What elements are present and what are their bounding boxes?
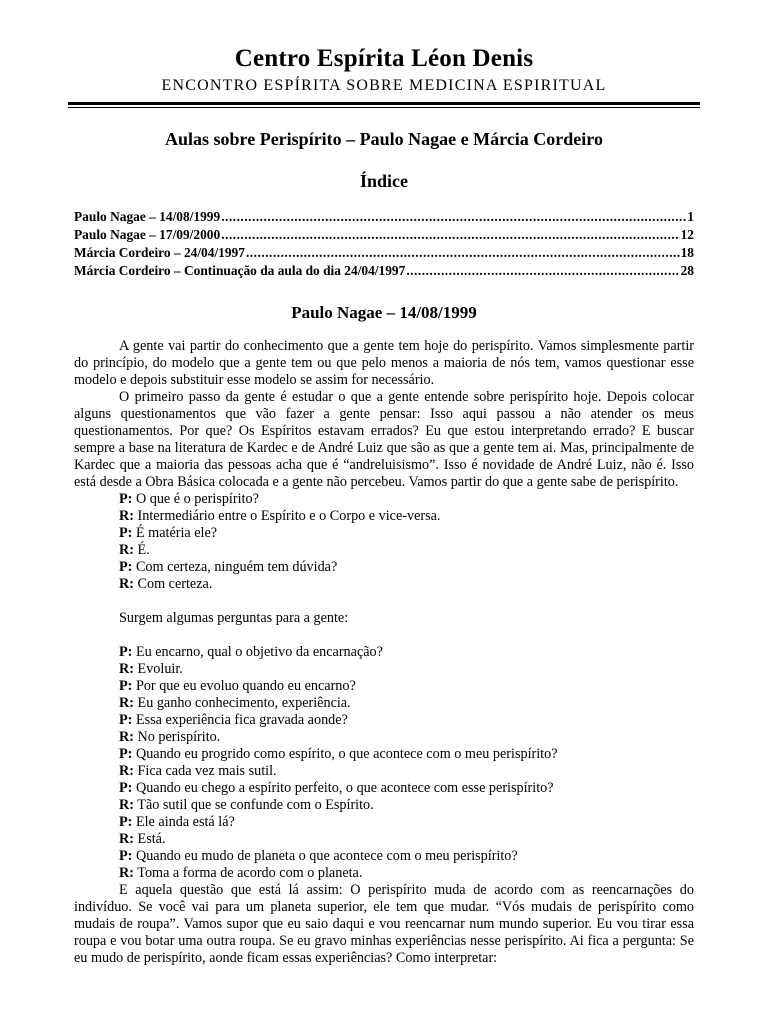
toc-entry-label: Paulo Nagae – 17/09/2000 bbox=[74, 227, 221, 242]
section-body bbox=[74, 338, 694, 967]
qa-line bbox=[74, 508, 694, 525]
toc-leader-dots bbox=[406, 262, 679, 280]
qa-tag: R: bbox=[119, 576, 134, 592]
qa-text: Quando eu progrido como espírito, o que acontece com o meu perispírito? bbox=[135, 746, 558, 762]
toc-entry[interactable] bbox=[74, 262, 694, 280]
toc-entry-page: 28 bbox=[680, 263, 694, 278]
qa-tag: P: bbox=[119, 746, 133, 762]
qa-line bbox=[74, 542, 694, 559]
toc-entry[interactable] bbox=[74, 226, 694, 244]
qa-tag: R: bbox=[119, 865, 134, 881]
qa-text: Por que eu evoluo quando eu encarno? bbox=[135, 678, 356, 694]
qa-text: Quando eu mudo de planeta o que acontece com o meu perispírito? bbox=[135, 848, 518, 864]
qa-tag: R: bbox=[119, 831, 134, 847]
paragraph: E aquela questão que está lá assim: O perispírito muda de acordo com as reencarnações do indivíduo. Se você vai para um planeta superior, ele tem que mudar. “Vós mudais de perispírito como mudais de roupa”. Vamos supor que eu saio daqui e vou reencarnar num mundo superior. Eu vou tirar essa roupa e vou botar uma outra roupa. Se eu gravo minhas experiências nesse perispírito. Ai fica a pergunta: Se eu mudo de perispírito, aonde ficam essas experiências? Como interpretar: bbox=[74, 882, 694, 966]
qa-text: Com certeza, ninguém tem dúvida? bbox=[135, 559, 338, 575]
qa-line bbox=[74, 559, 694, 576]
qa-tag: R: bbox=[119, 729, 134, 745]
qa-tag: P: bbox=[119, 848, 133, 864]
qa-line bbox=[74, 525, 694, 542]
qa-tag: R: bbox=[119, 542, 134, 558]
organization-subtitle: ENCONTRO ESPÍRITA SOBRE MEDICINA ESPIRITUAL bbox=[161, 77, 607, 94]
blank-line bbox=[74, 593, 694, 610]
intro-questions: Surgem algumas perguntas para a gente: bbox=[119, 610, 349, 626]
qa-text: Evoluir. bbox=[137, 661, 183, 677]
qa-line bbox=[74, 814, 694, 831]
qa-tag: P: bbox=[119, 491, 133, 507]
toc-entry-page: 1 bbox=[687, 209, 694, 224]
qa-line bbox=[74, 763, 694, 780]
qa-line bbox=[74, 661, 694, 678]
toc-leader-dots bbox=[246, 244, 680, 262]
header-rule-thin bbox=[68, 107, 700, 108]
qa-line bbox=[74, 576, 694, 593]
toc-entry-page: 12 bbox=[680, 227, 694, 242]
qa-tag: P: bbox=[119, 678, 133, 694]
qa-tag: R: bbox=[119, 695, 134, 711]
toc-entry-page: 18 bbox=[680, 245, 694, 260]
section-title: Paulo Nagae – 14/08/1999 bbox=[291, 303, 477, 322]
qa-line bbox=[74, 712, 694, 729]
qa-text: Essa experiência fica gravada aonde? bbox=[135, 712, 348, 728]
qa-text: Intermediário entre o Espírito e o Corpo e vice-versa. bbox=[137, 508, 441, 524]
qa-text: No perispírito. bbox=[137, 729, 221, 745]
toc-entry-label: Paulo Nagae – 14/08/1999 bbox=[74, 209, 221, 224]
qa-line bbox=[74, 746, 694, 763]
qa-tag: R: bbox=[119, 508, 134, 524]
toc-entry-label: Márcia Cordeiro – Continuação da aula do dia 24/04/1997 bbox=[74, 263, 406, 278]
qa-line bbox=[74, 780, 694, 797]
qa-line bbox=[74, 848, 694, 865]
qa-tag: R: bbox=[119, 797, 134, 813]
qa-line bbox=[74, 729, 694, 746]
index-title: Índice bbox=[359, 171, 408, 191]
qa-text: Quando eu chego a espírito perfeito, o que acontece com esse perispírito? bbox=[135, 780, 554, 796]
organization-title: Centro Espírita Léon Denis bbox=[234, 45, 534, 72]
document-title: Aulas sobre Perispírito – Paulo Nagae e Márcia Cordeiro bbox=[165, 129, 603, 149]
table-of-contents bbox=[74, 208, 694, 280]
qa-tag: P: bbox=[119, 644, 133, 660]
qa-text: É. bbox=[137, 542, 150, 558]
qa-tag: P: bbox=[119, 712, 133, 728]
header-rule-thick bbox=[68, 102, 700, 105]
qa-text: O que é o perispírito? bbox=[135, 491, 259, 507]
qa-text: Com certeza. bbox=[137, 576, 213, 592]
toc-entry-label: Márcia Cordeiro – 24/04/1997 bbox=[74, 245, 245, 260]
qa-text: Toma a forma de acordo com o planeta. bbox=[137, 865, 363, 881]
toc-leader-dots bbox=[221, 208, 686, 226]
qa-line bbox=[74, 678, 694, 695]
paragraph: A gente vai partir do conhecimento que a gente tem hoje do perispírito. Vamos simplesmente partir do princípio, do modelo que a gente tem ou que pelo menos a maioria de nós tem, vamos questionar esse modelo e depois substituir esse modelo se assim for necessário. bbox=[74, 338, 694, 388]
qa-tag: P: bbox=[119, 814, 133, 830]
qa-text: Tão sutil que se confunde com o Espírito. bbox=[137, 797, 374, 813]
qa-line bbox=[74, 491, 694, 508]
qa-text: Está. bbox=[137, 831, 166, 847]
qa-line bbox=[74, 695, 694, 712]
blank-line bbox=[74, 627, 694, 644]
qa-tag: P: bbox=[119, 780, 133, 796]
qa-line bbox=[74, 797, 694, 814]
qa-text: Fica cada vez mais sutil. bbox=[137, 763, 277, 779]
qa-text: Eu encarno, qual o objetivo da encarnação? bbox=[135, 644, 383, 660]
qa-line bbox=[74, 831, 694, 848]
qa-tag: P: bbox=[119, 559, 133, 575]
paragraph: O primeiro passo da gente é estudar o que a gente entende sobre perispírito hoje. Depois colocar alguns questionamentos que vão fazer a gente pensar: Isso aqui passou a não atender os meus questionamentos. Por que? Os Espíritos estavam errados? Eu que estou interpretando errado? E buscar sempre a base na literatura de Kardec e de André Luiz que são as que a gente tem ai. Mas, principalmente de Kardec que a maioria das pessoas acha que é “andreluisismo”. Isso é novidade de André Luiz, não é. Isso está desde a Obra Básica colocada e a gente não percebeu. Vamos partir do que a gente sabe de perispírito. bbox=[74, 389, 694, 490]
qa-line bbox=[74, 644, 694, 661]
qa-text: Ele ainda está lá? bbox=[135, 814, 235, 830]
qa-tag: R: bbox=[119, 661, 134, 677]
qa-tag: P: bbox=[119, 525, 133, 541]
toc-entry[interactable] bbox=[74, 208, 694, 226]
qa-tag: R: bbox=[119, 763, 134, 779]
toc-entry[interactable] bbox=[74, 244, 694, 262]
qa-text: É matéria ele? bbox=[135, 525, 218, 541]
qa-text: Eu ganho conhecimento, experiência. bbox=[137, 695, 351, 711]
qa-line bbox=[74, 865, 694, 882]
toc-leader-dots bbox=[221, 226, 679, 244]
